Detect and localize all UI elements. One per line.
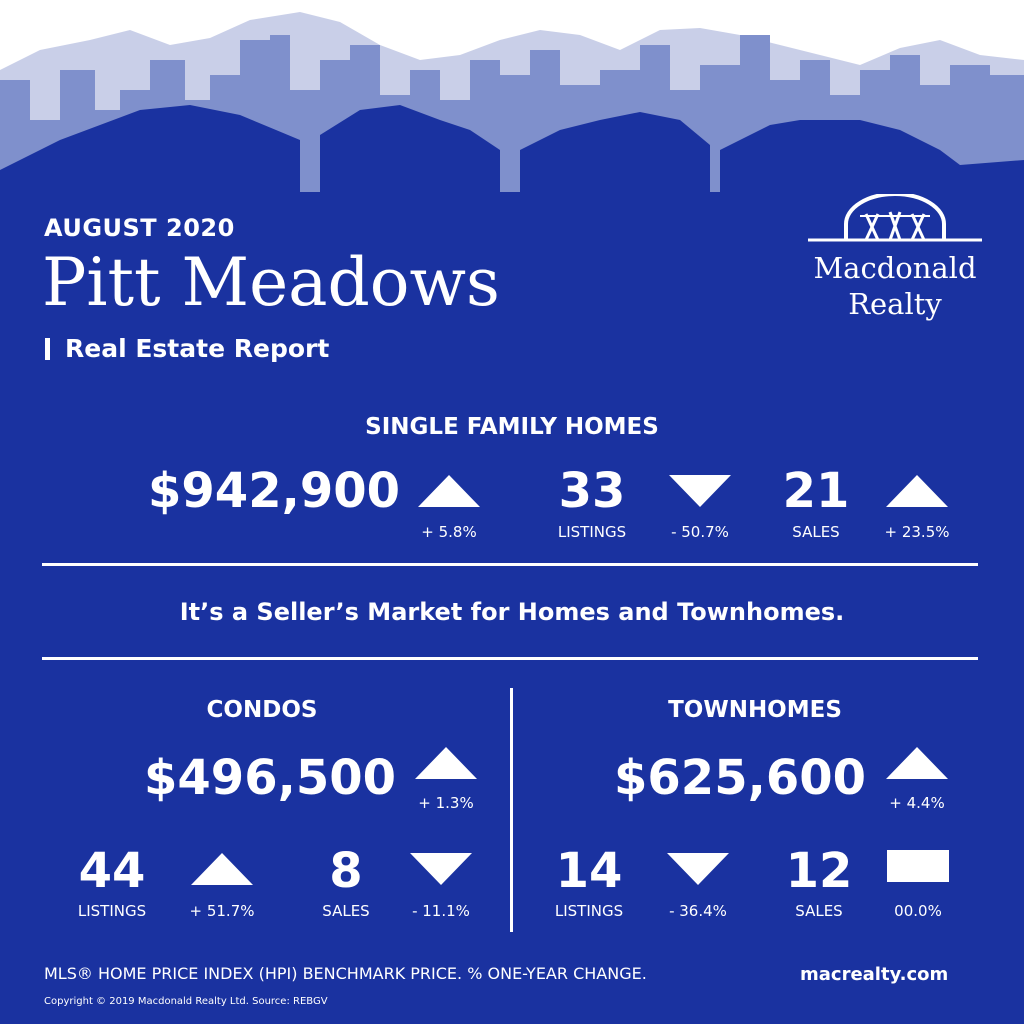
condos-sales-label: SALES xyxy=(322,902,370,920)
footer-note: MLS® HOME PRICE INDEX (HPI) BENCHMARK PRICE. % ONE-YEAR CHANGE. xyxy=(44,964,647,983)
single-family-listings-label: LISTINGS xyxy=(557,523,627,541)
trend-up-icon xyxy=(886,475,948,507)
condos-listings: 44 xyxy=(78,843,146,899)
single-family-sales-label: SALES xyxy=(792,523,840,541)
market-tagline: It’s a Seller’s Market for Homes and Townhomes. xyxy=(179,598,845,626)
divider-bottom xyxy=(42,657,978,660)
single-family-price: $942,900 xyxy=(148,463,401,519)
trend-up-icon xyxy=(886,747,948,779)
townhomes-listings: 14 xyxy=(555,843,623,899)
logo-line-1: Macdonald xyxy=(813,251,977,285)
column-divider xyxy=(510,688,513,932)
condos-price: $496,500 xyxy=(144,750,397,806)
condos-price-change: + 1.3% xyxy=(418,794,474,812)
report-subtitle: Real Estate Report xyxy=(65,334,330,363)
trend-down-icon xyxy=(410,853,472,885)
single-family-sales: 21 xyxy=(782,463,850,519)
trend-up-icon xyxy=(418,475,480,507)
divider-top xyxy=(42,563,978,566)
logo-wordmark xyxy=(808,250,982,322)
townhomes-sales-change: 00.0% xyxy=(894,902,942,920)
townhomes-price: $625,600 xyxy=(614,750,867,806)
report-date: AUGUST 2020 xyxy=(44,214,235,242)
city-title: Pitt Meadows xyxy=(42,244,500,321)
single-family-price-change: + 5.8% xyxy=(421,523,477,541)
trend-up-icon xyxy=(415,747,477,779)
trend-down-icon xyxy=(669,475,731,507)
townhomes-title: TOWNHOMES xyxy=(668,697,842,723)
single-family-title: SINGLE FAMILY HOMES xyxy=(365,414,659,440)
footer-copyright: Copyright © 2019 Macdonald Realty Ltd. Source: REBGV xyxy=(44,996,328,1007)
single-family-listings-change: - 50.7% xyxy=(671,523,729,541)
trend-flat-icon xyxy=(887,850,949,882)
website-link[interactable]: macrealty.com xyxy=(800,964,949,985)
condos-sales: 8 xyxy=(329,843,363,899)
condos-sales-change: - 11.1% xyxy=(412,902,470,920)
townhomes-sales: 12 xyxy=(785,843,853,899)
townhomes-listings-change: - 36.4% xyxy=(669,902,727,920)
skyline-illustration xyxy=(0,0,1024,200)
trend-down-icon xyxy=(667,853,729,885)
townhomes-sales-label: SALES xyxy=(795,902,843,920)
townhomes-price-change: + 4.4% xyxy=(889,794,945,812)
single-family-sales-change: + 23.5% xyxy=(884,523,950,541)
condos-listings-label: LISTINGS xyxy=(77,902,147,920)
condos-listings-change: + 51.7% xyxy=(189,902,255,920)
arch-window-icon xyxy=(808,194,982,246)
single-family-listings: 33 xyxy=(558,463,626,519)
subtitle-bar xyxy=(45,338,50,360)
townhomes-listings-label: LISTINGS xyxy=(554,902,624,920)
trend-up-icon xyxy=(191,853,253,885)
condos-title: CONDOS xyxy=(206,697,318,723)
logo-line-2: Realty xyxy=(848,287,942,321)
